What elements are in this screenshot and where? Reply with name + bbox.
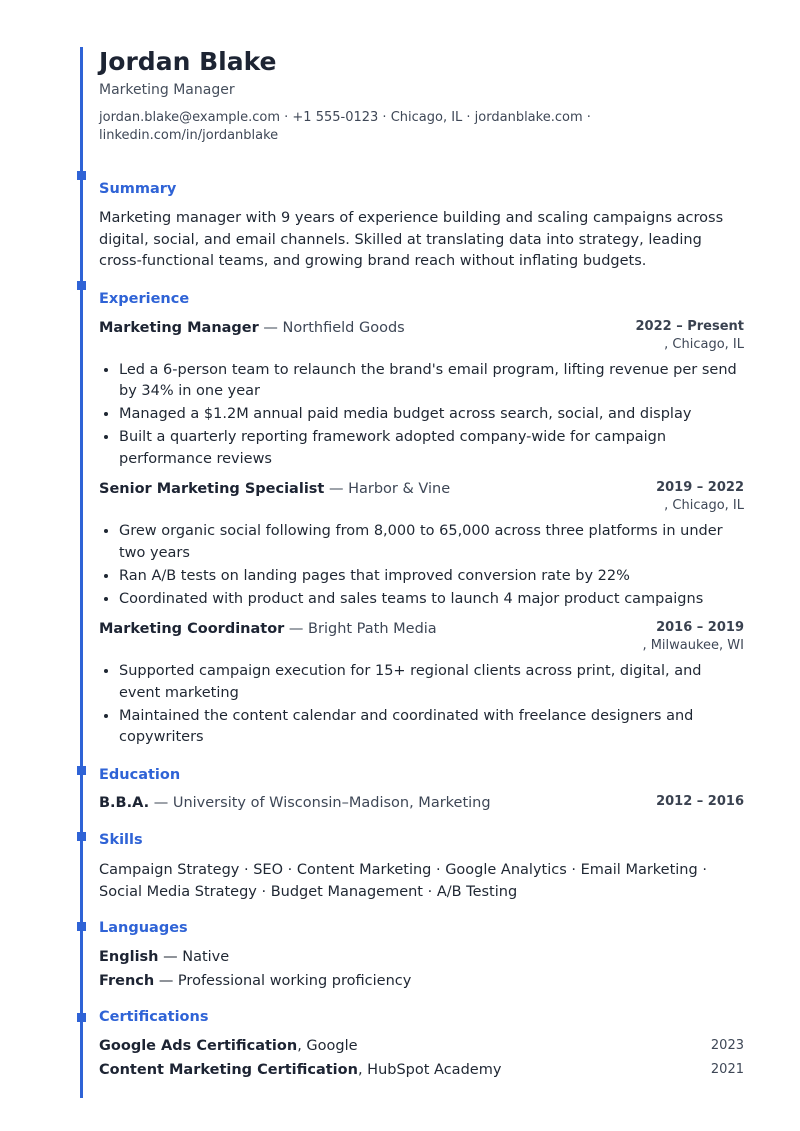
education-section	[99, 765, 744, 813]
job-bullet: • Led a 6-person team to relaunch the brand's email program, lifting revenue per send by 34% in one year	[119, 360, 744, 403]
section-marker-languages	[77, 922, 86, 931]
contact-line-2: linkedin.com/in/jordanblake	[99, 128, 279, 143]
job-dates: 2019 – 2022	[656, 480, 744, 495]
timeline-rail	[80, 47, 83, 1098]
education-degree: B.B.A.	[99, 794, 150, 811]
job-bullet: • Coordinated with product and sales teams to launch 4 major product campaigns	[119, 589, 744, 611]
certification-issuer: , HubSpot Academy	[357, 1061, 502, 1078]
job-location: , Chicago, IL	[664, 336, 744, 352]
job-title: Marketing Coordinator	[99, 621, 285, 637]
skills-section	[99, 830, 744, 904]
job-heading	[99, 619, 437, 639]
job-company: — Bright Path Media	[284, 621, 437, 637]
job-bullet: • Grew organic social following from 8,000 to 65,000 across three platforms in under two years	[119, 521, 744, 564]
job-location: , Chicago, IL	[664, 498, 744, 513]
languages-list	[99, 945, 744, 993]
education-entry	[99, 793, 744, 813]
job-meta	[642, 619, 744, 655]
section-marker-certifications	[77, 1013, 86, 1022]
job-bullet: • Built a quarterly reporting framework adopted company-wide for campaign performance reviews	[119, 427, 744, 470]
job-company: — Harbor & Vine	[324, 481, 451, 497]
job-bullet: • Managed a $1.2M annual paid media budget across search, social, and display	[119, 404, 744, 426]
language-name: French	[99, 972, 155, 989]
job-meta	[656, 479, 744, 515]
section-title-skills: Skills	[99, 831, 143, 848]
job-dates: 2022 – Present	[635, 318, 744, 334]
certification-item	[99, 1034, 744, 1058]
job-dates: 2016 – 2019	[656, 620, 744, 635]
section-marker-summary	[77, 171, 86, 180]
section-title-languages: Languages	[99, 919, 188, 936]
job-bullet: • Supported campaign execution for 15+ regional clients across print, digital, and event marketing	[119, 661, 744, 704]
section-title-certifications: Certifications	[99, 1008, 209, 1025]
certification-issuer: , Google	[297, 1037, 358, 1054]
education-dates: 2012 – 2016	[656, 793, 744, 809]
job-entry	[99, 479, 744, 610]
section-title-education: Education	[99, 766, 181, 783]
job-header	[99, 479, 744, 515]
section-marker-skills	[77, 832, 86, 841]
job-title: Senior Marketing Specialist	[99, 481, 325, 497]
education-heading	[99, 793, 491, 813]
job-title: Marketing Manager	[99, 319, 259, 336]
candidate-title: Marketing Manager	[99, 82, 235, 98]
job-bullet: • Maintained the content calendar and coordinated with freelance designers and copywriters	[119, 706, 744, 749]
job-location: , Milwaukee, WI	[642, 638, 744, 653]
job-entry	[99, 619, 744, 749]
certification-item	[99, 1058, 744, 1082]
resume-header	[99, 46, 744, 145]
language-level: — Professional working proficiency	[154, 972, 412, 989]
job-header	[99, 318, 744, 354]
education-school: — University of Wisconsin–Madison, Marketing	[149, 794, 491, 811]
contact-line-1: jordan.blake@example.com · +1 555-0123 · Chicago, IL · jordanblake.com ·	[99, 110, 591, 125]
job-bullets	[99, 661, 744, 749]
summary-section	[99, 179, 744, 273]
section-marker-education	[77, 766, 86, 775]
resume-content	[99, 46, 744, 1082]
job-company: — Northfield Goods	[258, 319, 405, 336]
language-item	[99, 969, 744, 993]
job-heading	[99, 318, 405, 338]
certification-name: Google Ads Certification	[99, 1037, 298, 1054]
job-heading	[99, 479, 450, 499]
education-meta	[656, 793, 744, 811]
experience-section	[99, 289, 744, 749]
summary-text: Marketing manager with 9 years of experience building and scaling campaigns across digital, social, and email channels. Skilled at translating data into strategy, leading cross-functional teams, and growing brand reach without inflating budgets.	[99, 210, 724, 269]
certification-name: Content Marketing Certification	[99, 1061, 358, 1078]
job-bullet: • Ran A/B tests on landing pages that improved conversion rate by 22%	[119, 566, 744, 588]
skills-text: Campaign Strategy · SEO · Content Marketing · Google Analytics · Email Marketing · Social Media Strategy · Budget Management · A/B Testing	[99, 861, 707, 900]
job-bullets	[99, 360, 744, 471]
language-item	[99, 945, 744, 969]
certification-year: 2021	[710, 1061, 744, 1077]
languages-section	[99, 918, 744, 993]
candidate-name: Jordan Blake	[99, 47, 277, 76]
certifications-section	[99, 1007, 744, 1082]
job-bullets	[99, 521, 744, 610]
section-title-summary: Summary	[99, 181, 177, 197]
language-name: English	[99, 948, 159, 965]
certifications-list	[99, 1034, 744, 1082]
certification-year: 2023	[710, 1037, 744, 1053]
section-title-experience: Experience	[99, 290, 190, 307]
job-entry	[99, 318, 744, 471]
job-meta	[635, 318, 744, 354]
language-level: — Native	[158, 948, 230, 965]
section-marker-experience	[77, 281, 86, 290]
contact-info	[99, 109, 744, 145]
job-header	[99, 619, 744, 655]
